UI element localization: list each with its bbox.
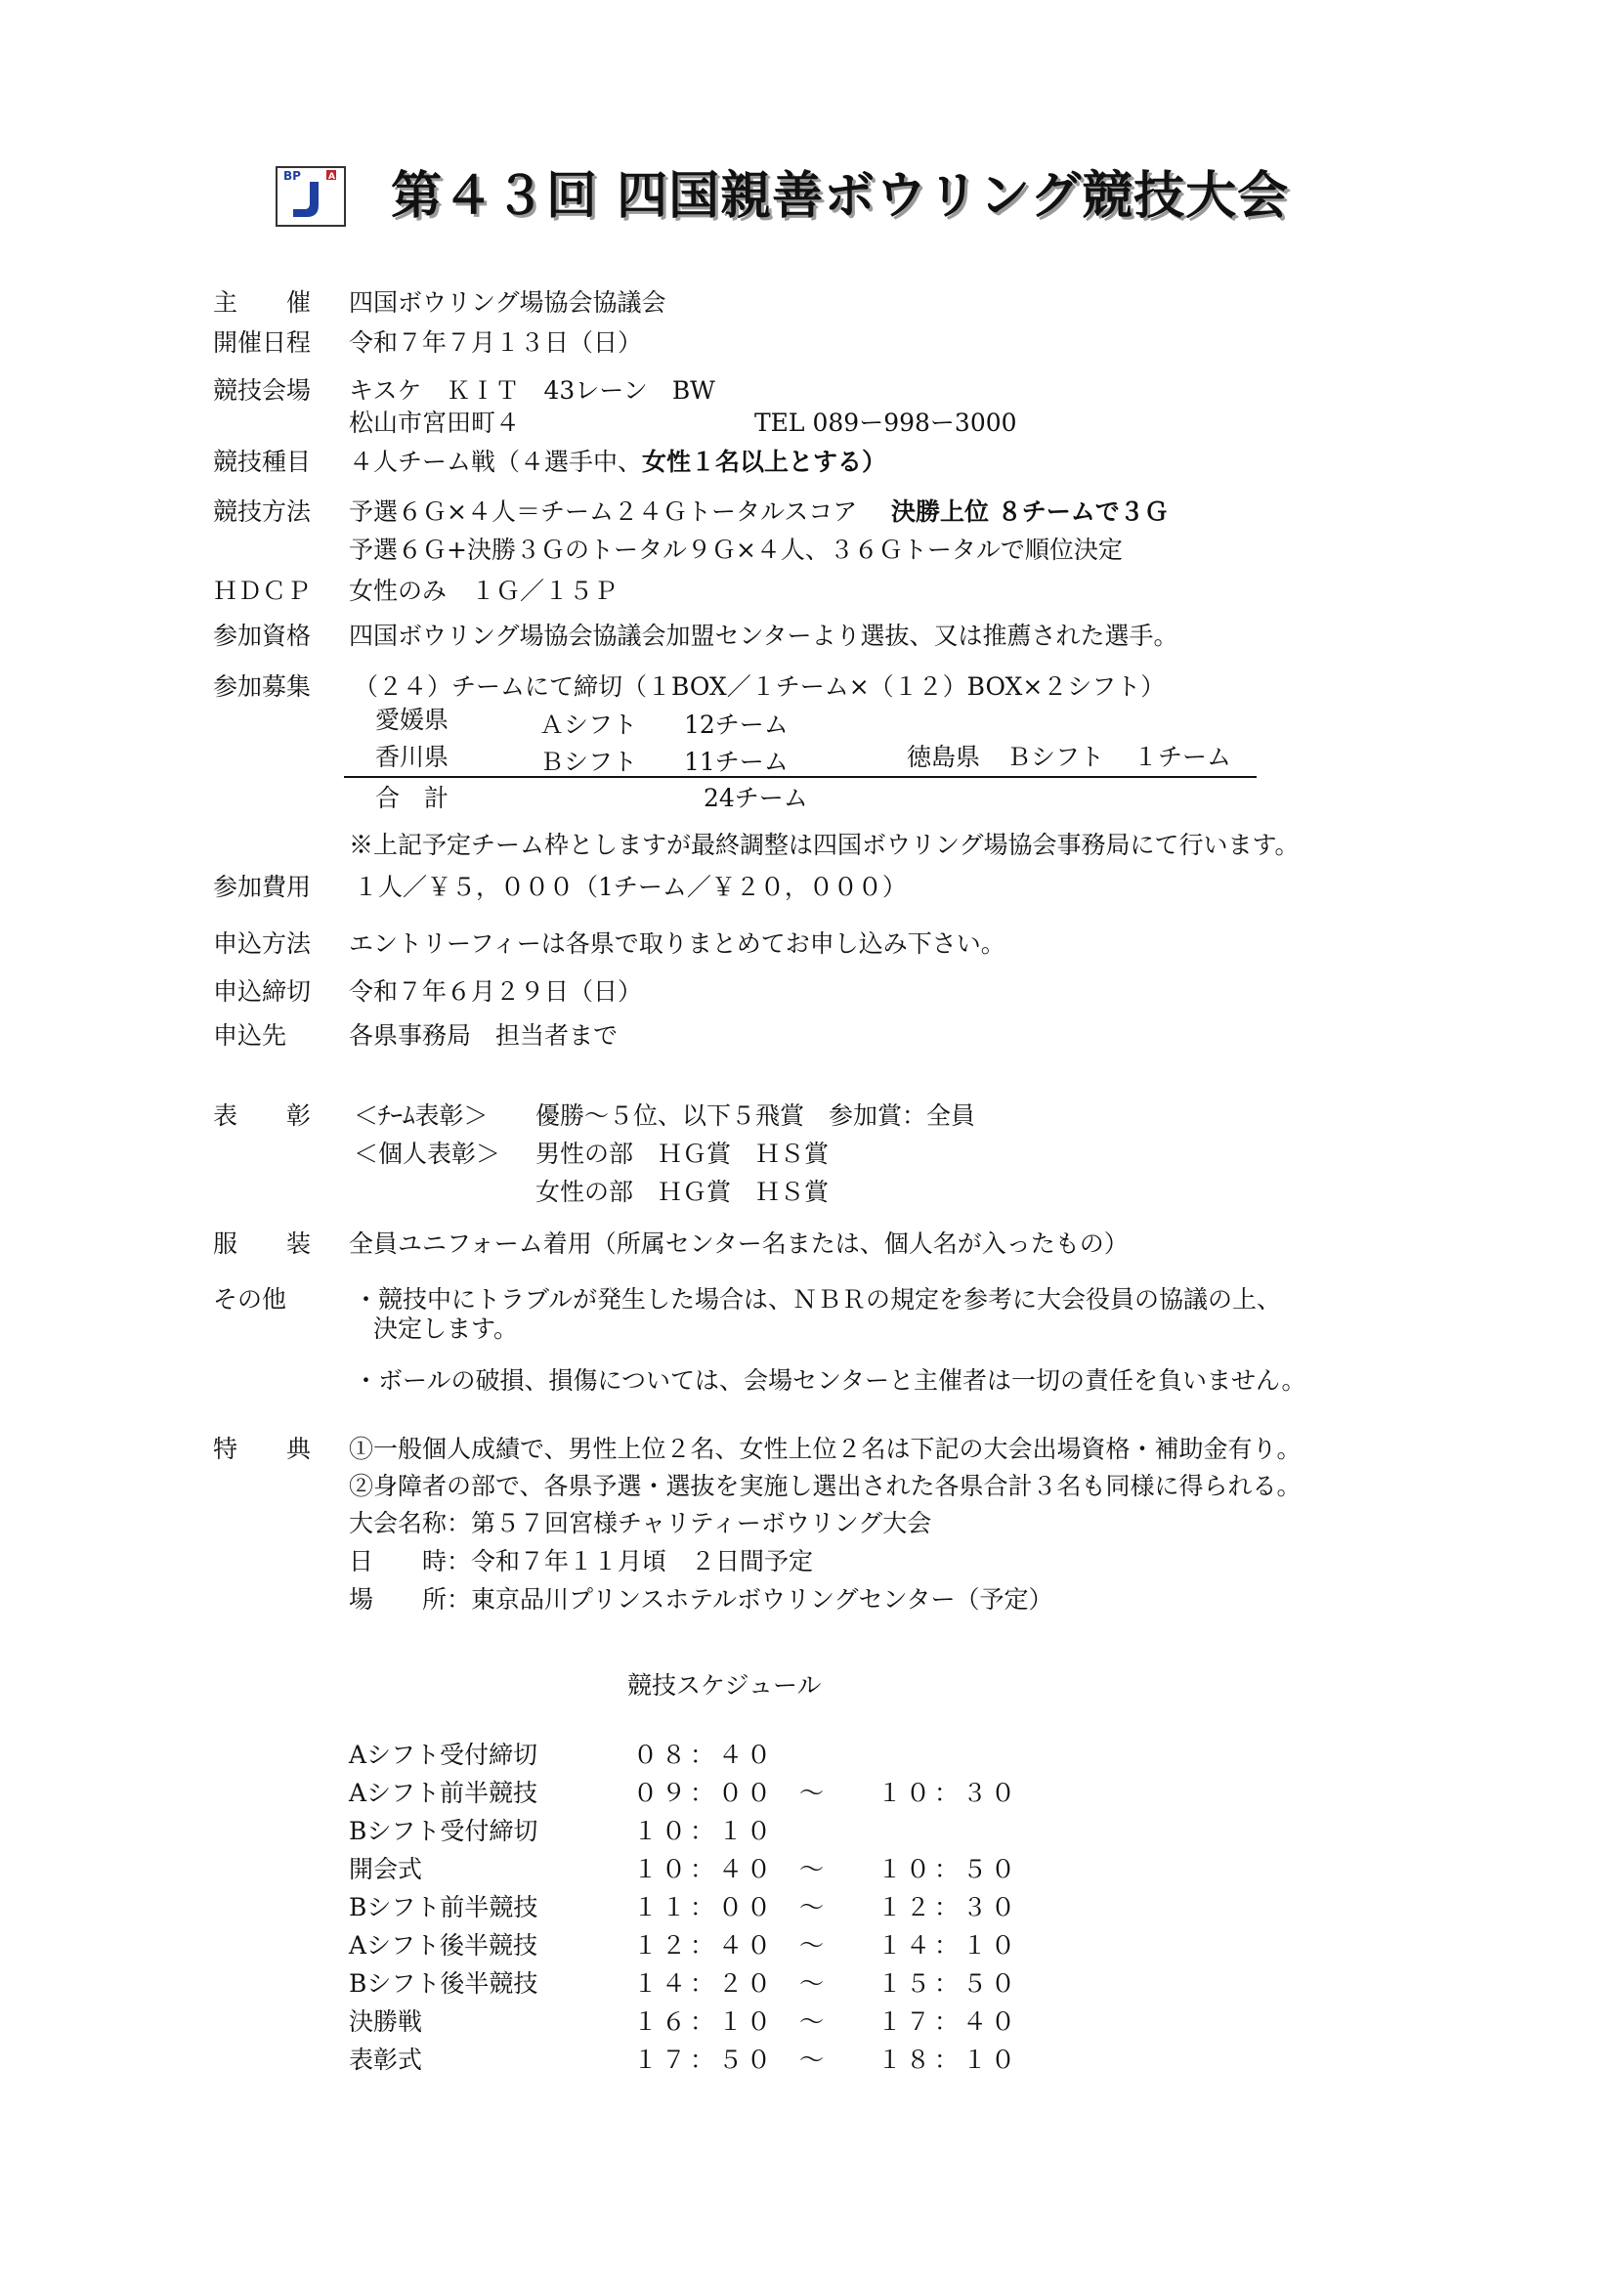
- schedule-tilde: ～: [799, 2007, 825, 2036]
- schedule-start: １７：５０: [633, 2046, 776, 2074]
- eligibility-label: 参加資格: [213, 622, 312, 650]
- schedule-name: Bシフト後半競技: [349, 1969, 538, 1998]
- awards-label: 表 彰: [213, 1101, 312, 1130]
- method-line1: 予選６Ｇ×４人＝チーム２４Ｇトータルスコア: [349, 497, 858, 526]
- venue-address: 松山市宮田町４: [349, 409, 521, 437]
- event-text: ４人チーム戦（４選手中、: [349, 448, 643, 476]
- recruit-count: 12チーム: [684, 711, 789, 739]
- privilege-line2: ②身障者の部で、各県予選・選抜を実施し選出された各県合計３名も同様に得られる。: [349, 1472, 1302, 1500]
- recruit-pref: 香川県: [375, 743, 449, 771]
- schedule-name: Aシフト受付締切: [349, 1741, 538, 1769]
- other-item2: ・ボールの破損、損傷については、会場センターと主催者は一切の責任を負いません。: [354, 1366, 1306, 1395]
- fee-label: 参加費用: [213, 873, 312, 901]
- recruit-note: ※上記予定チーム枠としますが最終調整は四国ボウリング場協会事務局にて行います。: [349, 831, 1300, 859]
- schedule-end: １０：３０: [877, 1779, 1020, 1807]
- venue-label: 競技会場: [213, 376, 312, 405]
- recruit-total-value: 24チーム: [704, 784, 808, 812]
- schedule-start: ０８：４０: [633, 1741, 776, 1769]
- schedule-tilde: ～: [799, 1969, 825, 1998]
- date-label: 開催日程: [213, 328, 312, 357]
- schedule-name: Aシフト前半競技: [349, 1779, 538, 1807]
- schedule-name: 開会式: [349, 1855, 423, 1883]
- privilege-line3: 大会名称：第５７回宮様チャリティーボウリング大会: [349, 1509, 932, 1537]
- schedule-end: １７：４０: [877, 2007, 1020, 2036]
- event-label: 競技種目: [213, 448, 312, 476]
- schedule-name: Bシフト受付締切: [349, 1817, 538, 1845]
- recruit-shift: Ｂシフト: [539, 748, 638, 776]
- recruit-shift: Ａシフト: [539, 711, 638, 739]
- recruit-pref: 愛媛県: [375, 706, 449, 734]
- schedule-title: 競技スケジュール: [627, 1671, 822, 1700]
- apply-to-label: 申込先: [213, 1021, 287, 1050]
- recruit-extra-pref: 徳島県: [907, 743, 981, 771]
- organizer-value: 四国ボウリング場協会協議会: [349, 288, 666, 317]
- eligibility-value: 四国ボウリング場協会協議会加盟センターより選抜、又は推薦された選手。: [349, 622, 1178, 650]
- venue-tel: TEL 089ー998ー3000: [754, 409, 1017, 437]
- schedule-name: Aシフト後半競技: [349, 1931, 538, 1960]
- hdcp-value: 女性のみ １Ｇ／１５Ｐ: [349, 577, 619, 605]
- awards-men: 男性の部 ＨＧ賞 ＨＳ賞: [535, 1140, 830, 1168]
- schedule-start: １０：１０: [633, 1817, 776, 1845]
- privilege-label: 特 典: [213, 1435, 312, 1463]
- recruit-label: 参加募集: [213, 672, 312, 701]
- privilege-line1: ①一般個人成績で、男性上位２名、女性上位２名は下記の大会出場資格・補助金有り。: [349, 1435, 1302, 1463]
- schedule-tilde: ～: [799, 1893, 825, 1921]
- schedule-tilde: ～: [799, 1779, 825, 1807]
- recruit-extra-shift: Ｂシフト: [1006, 743, 1105, 771]
- schedule-end: １４：１０: [877, 1931, 1020, 1960]
- organizer-label: 主 催: [213, 288, 312, 317]
- recruit-count: 11チーム: [684, 748, 789, 776]
- apply-to-value: 各県事務局 担当者まで: [349, 1021, 619, 1050]
- svg-text:BP: BP: [283, 169, 301, 183]
- dress-value: 全員ユニフォーム着用（所属センター名または、個人名が入ったもの）: [349, 1229, 1129, 1258]
- schedule-name: 決勝戦: [349, 2007, 423, 2036]
- apply-method-label: 申込方法: [213, 929, 312, 958]
- deadline-value: 令和７年６月２９日（日）: [349, 977, 643, 1006]
- schedule-start: １４：２０: [633, 1969, 776, 1998]
- method-line2: 予選６Ｇ+決勝３Ｇのトータル９Ｇ×４人、３６Ｇトータルで順位決定: [349, 536, 1123, 564]
- schedule-start: １０：４０: [633, 1855, 776, 1883]
- awards-individual-label: ＜個人表彰＞: [354, 1140, 501, 1168]
- privilege-line5: 場 所：東京品川プリンスホテルボウリングセンター（予定）: [349, 1585, 1053, 1614]
- schedule-start: １１：００: [633, 1893, 776, 1921]
- schedule-tilde: ～: [799, 2046, 825, 2074]
- other-item1-line2: 決定します。: [373, 1315, 519, 1343]
- recruit-divider: [344, 776, 1257, 778]
- schedule-name: Bシフト前半競技: [349, 1893, 538, 1921]
- page-title: 第４３回 四国親善ボウリング競技大会: [391, 166, 1290, 226]
- date-value: 令和７年７月１３日（日）: [349, 328, 643, 357]
- svg-text:A: A: [328, 172, 335, 182]
- venue-value: キスケ ＫＩＴ 43レーン BW: [349, 376, 715, 405]
- method-label: 競技方法: [213, 497, 312, 526]
- other-label: その他: [213, 1285, 287, 1314]
- bpa-logo: [276, 166, 346, 227]
- apply-method-value: エントリーフィーは各県で取りまとめてお申し込み下さい。: [349, 929, 1005, 958]
- event-text-bold: 女性１名以上とする）: [642, 448, 887, 476]
- deadline-label: 申込締切: [213, 977, 312, 1006]
- awards-team-value: 優勝～５位、以下５飛賞 参加賞：全員: [535, 1101, 976, 1130]
- hdcp-label: ＨＤＣＰ: [213, 577, 312, 605]
- privilege-line4: 日 時：令和７年１１月頃 ２日間予定: [349, 1547, 814, 1575]
- awards-team-label: ＜ﾁｰﾑ表彰＞: [354, 1101, 489, 1130]
- schedule-start: １６：１０: [633, 2007, 776, 2036]
- schedule-start: ０９：００: [633, 1779, 776, 1807]
- schedule-tilde: ～: [799, 1931, 825, 1960]
- recruit-extra-count: １チーム: [1133, 743, 1232, 771]
- schedule-end: １０：５０: [877, 1855, 1020, 1883]
- schedule-name: 表彰式: [349, 2046, 423, 2074]
- dress-label: 服 装: [213, 1229, 312, 1258]
- awards-women: 女性の部 ＨＧ賞 ＨＳ賞: [535, 1178, 830, 1206]
- schedule-end: １８：１０: [877, 2046, 1020, 2074]
- recruit-total-label: 合 計: [375, 784, 449, 812]
- schedule-tilde: ～: [799, 1855, 825, 1883]
- schedule-start: １２：４０: [633, 1931, 776, 1960]
- method-line1-bold: 決勝上位 ８チームで３Ｇ: [891, 497, 1169, 526]
- schedule-end: １２：３０: [877, 1893, 1020, 1921]
- fee-value: １人／￥５，０００（1チーム／￥２０，０００）: [354, 873, 907, 901]
- event-value: [349, 448, 886, 477]
- schedule-end: １５：５０: [877, 1969, 1020, 1998]
- other-item1-line1: ・競技中にトラブルが発生した場合は、ＮＢＲの規定を参考に大会役員の協議の上、: [354, 1285, 1282, 1314]
- recruit-value: （２４）チームにて締切（１BOX／１チーム×（１２）BOX×２シフト）: [354, 672, 1166, 701]
